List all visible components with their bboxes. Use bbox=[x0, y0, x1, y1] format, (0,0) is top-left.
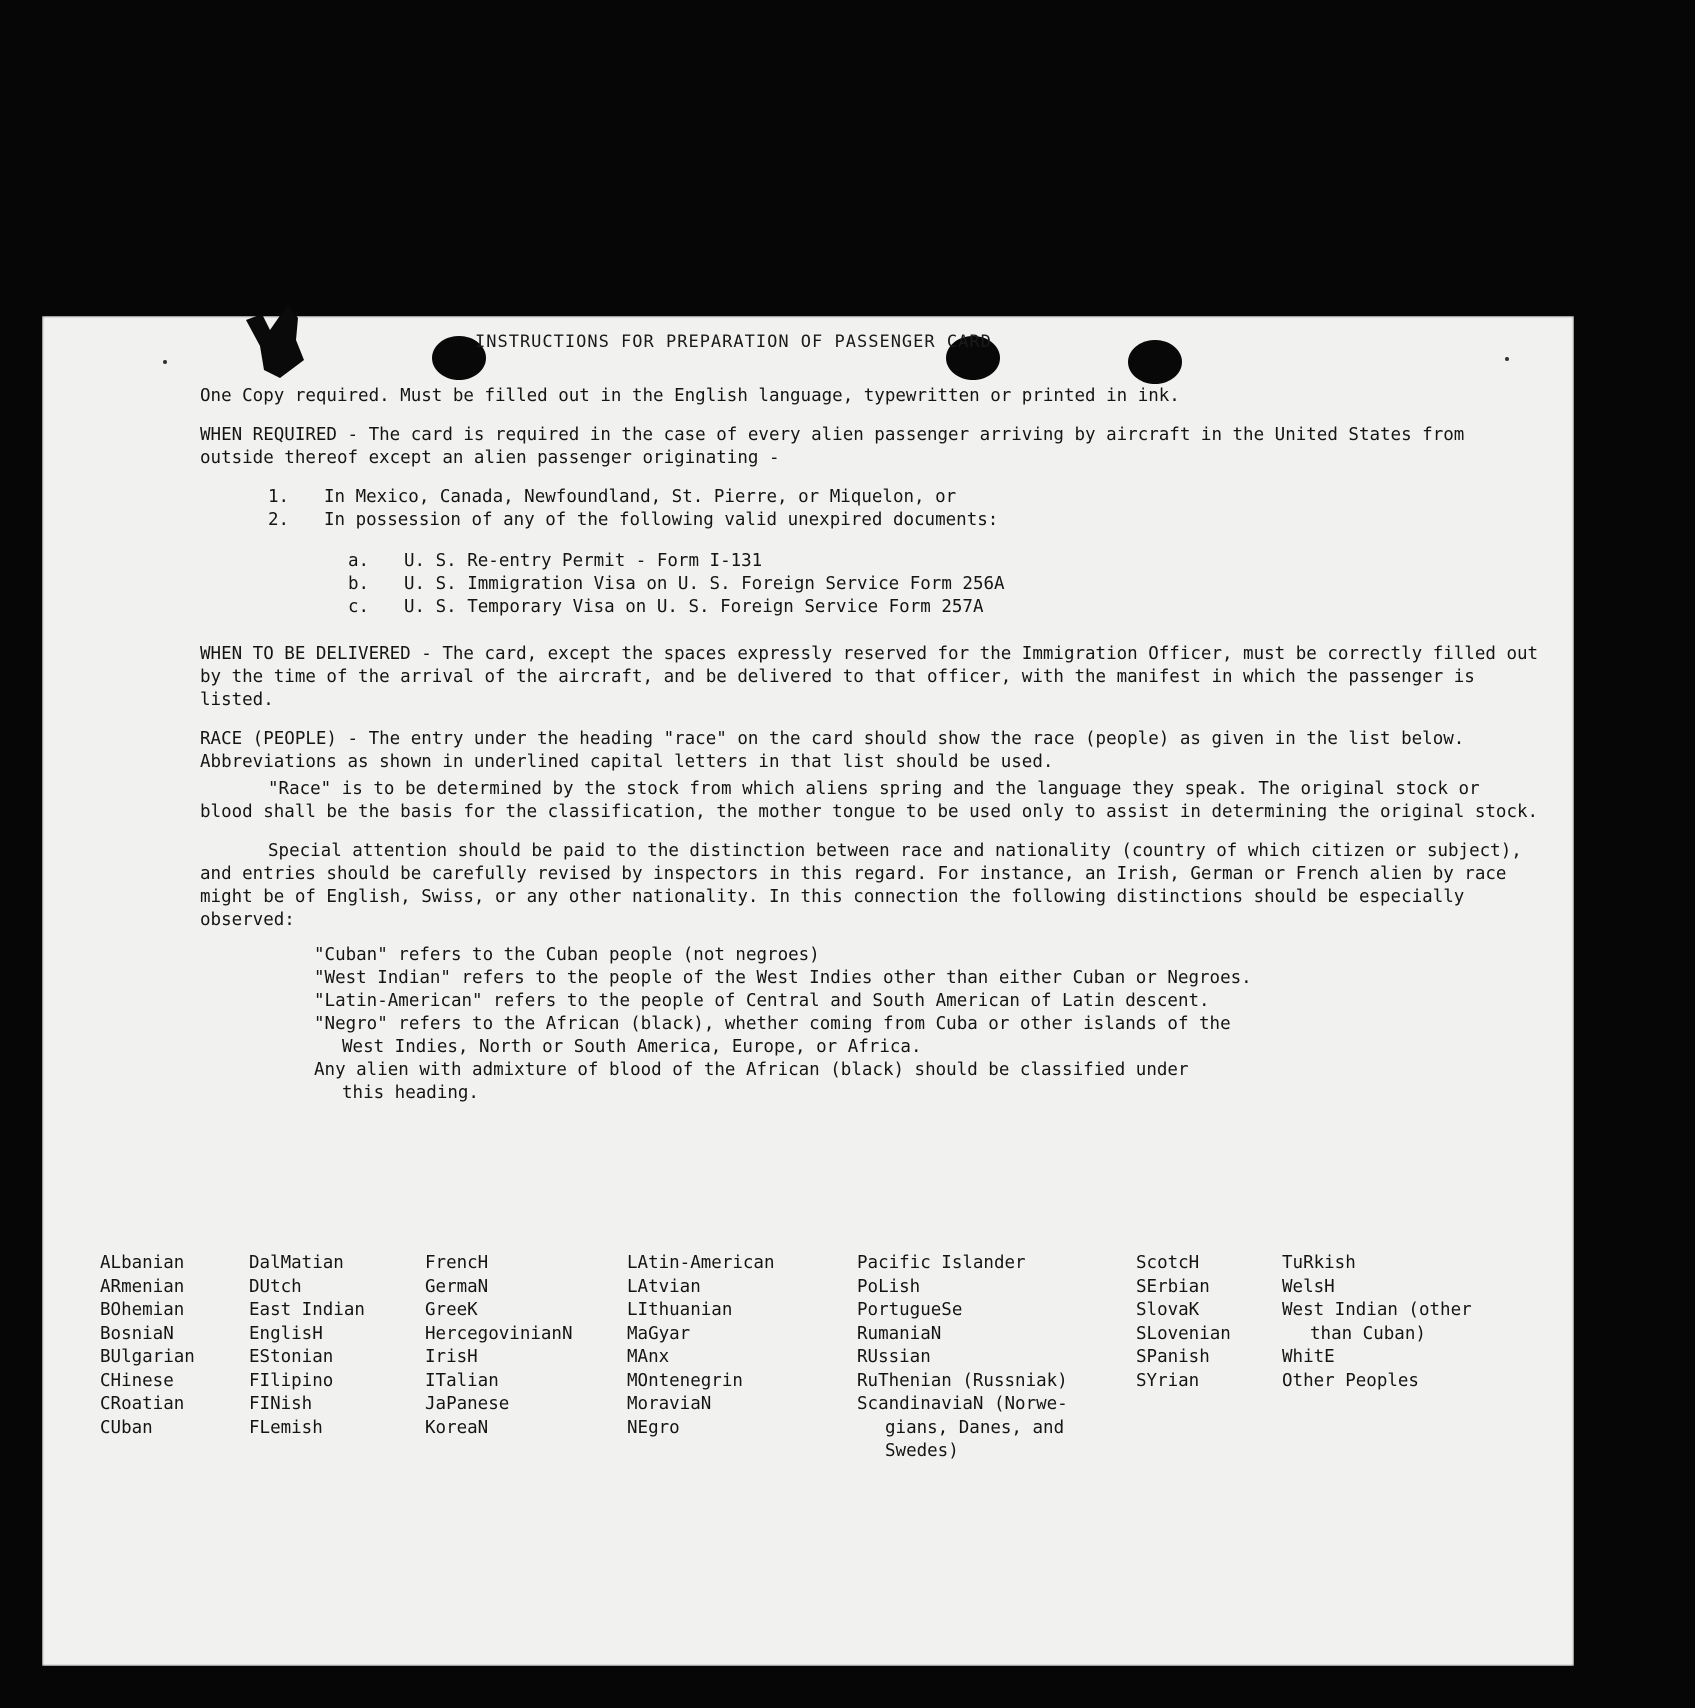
when-required-paragraph: WHEN REQUIRED - The card is required in the case of every alien passenger arriving by aircraft in the United States from outside thereof except an alien passenger originating - bbox=[200, 425, 1465, 468]
race-entry: RUssian bbox=[857, 1347, 931, 1367]
race-entry: gians, Danes, and bbox=[885, 1417, 1065, 1438]
race-entry: ITalian bbox=[425, 1370, 499, 1391]
race-entry: SErbian bbox=[1136, 1276, 1210, 1297]
race-entry: BOhemian bbox=[100, 1300, 185, 1320]
punch-hole-3 bbox=[1128, 340, 1182, 384]
race-entry: CRoatian bbox=[100, 1394, 185, 1414]
race-column-7 bbox=[1282, 1252, 1472, 1393]
race-entry: SPanish bbox=[1136, 1347, 1210, 1367]
race-entry: CUban bbox=[100, 1417, 153, 1438]
race-column-5 bbox=[857, 1252, 1068, 1464]
race-entry: DUtch bbox=[249, 1276, 302, 1297]
race-entry: LAtin-American bbox=[627, 1253, 775, 1273]
list-item: c. U. S. Temporary Visa on U. S. Foreign Service Form 257A bbox=[348, 597, 984, 617]
race-entry: RumaniaN bbox=[857, 1323, 942, 1344]
race-entry: MaGyar bbox=[627, 1323, 691, 1344]
documents-list bbox=[348, 550, 1540, 619]
when-delivered-paragraph: WHEN TO BE DELIVERED - The card, except the spaces expressly reserved for the Immigration Officer, must be correctly filled out by the time of the arrival of the aircraft, and be delivered to that officer, with the manifest in which the passenger is listed. bbox=[200, 644, 1539, 710]
race-entry: FrencH bbox=[425, 1253, 489, 1273]
race-entry: EStonian bbox=[249, 1347, 334, 1367]
race-entry: MoraviaN bbox=[627, 1394, 712, 1414]
distinction-line: this heading. bbox=[342, 1083, 479, 1103]
race-entry: LAtvian bbox=[627, 1276, 701, 1297]
race-entry: EnglisH bbox=[249, 1323, 323, 1344]
race-entry: SlovaK bbox=[1136, 1300, 1200, 1320]
race-entry: ALbanian bbox=[100, 1253, 185, 1273]
race-entry: Swedes) bbox=[885, 1441, 959, 1461]
race-entry: ScandinaviaN (Norwe- bbox=[857, 1394, 1068, 1414]
race-column-3 bbox=[425, 1252, 573, 1440]
race-entry: LIthuanian bbox=[627, 1300, 733, 1320]
race-entry: PortugueSe bbox=[857, 1300, 963, 1320]
distinctions-list bbox=[314, 944, 1540, 1105]
race-entry: SLovenian bbox=[1136, 1323, 1231, 1344]
race-entry: Other Peoples bbox=[1282, 1370, 1419, 1391]
race-entry: TuRkish bbox=[1282, 1253, 1356, 1273]
race-entry: BosniaN bbox=[100, 1323, 174, 1344]
race-entry: GreeK bbox=[425, 1300, 478, 1320]
race-entry: IrisH bbox=[425, 1347, 478, 1367]
race-entry: WelsH bbox=[1282, 1276, 1335, 1297]
race-column-2 bbox=[249, 1252, 365, 1440]
race-entry: than Cuban) bbox=[1310, 1323, 1426, 1344]
distinction-line: Any alien with admixture of blood of the African (black) should be classified under bbox=[314, 1060, 1189, 1080]
race-column-4 bbox=[627, 1252, 775, 1440]
distinction-line: "Latin-American" refers to the people of Central and South American of Latin descent. bbox=[314, 991, 1210, 1011]
race-intro-paragraph: RACE (PEOPLE) - The entry under the heading "race" on the card should show the race (people) as given in the list below. Abbreviations as shown in underlined capital letters in that list should be used. bbox=[200, 729, 1465, 772]
race-entry: CHinese bbox=[100, 1370, 174, 1391]
race-entry: KoreaN bbox=[425, 1417, 489, 1438]
speck bbox=[163, 360, 167, 364]
race-entry: NEgro bbox=[627, 1417, 680, 1438]
race-attention-paragraph: Special attention should be paid to the distinction between race and nationality (country of which citizen or subject), and entries should be carefully revised by inspectors in this regard. For instance, an Irish, German or French alien by race might be of English, Swiss, or any other nationality. In this connection the following distinctions should be especially observed: bbox=[200, 841, 1522, 930]
race-entry: WhitE bbox=[1282, 1347, 1335, 1367]
race-entry: BUlgarian bbox=[100, 1347, 195, 1367]
race-entry: MAnx bbox=[627, 1347, 670, 1367]
race-entry: SYrian bbox=[1136, 1370, 1200, 1391]
distinction-line: "Cuban" refers to the Cuban people (not negroes) bbox=[314, 945, 820, 965]
race-entry: MOntenegrin bbox=[627, 1370, 743, 1391]
race-entry: GermaN bbox=[425, 1276, 489, 1297]
list-item: b. U. S. Immigration Visa on U. S. Foreign Service Form 256A bbox=[348, 574, 1005, 594]
race-entry: FINish bbox=[249, 1394, 313, 1414]
distinction-line: West Indies, North or South America, Europe, or Africa. bbox=[342, 1037, 922, 1057]
race-entry: West Indian (other bbox=[1282, 1300, 1472, 1320]
race-definition-paragraph: "Race" is to be determined by the stock from which aliens spring and the language they speak. The original stock or blood shall be the basis for the classification, the mother tongue to be used only to assist in determining the original stock. bbox=[200, 779, 1539, 822]
page-title: INSTRUCTIONS FOR PREPARATION OF PASSENGER CARD bbox=[475, 332, 992, 352]
distinction-line: "West Indian" refers to the people of the West Indies other than either Cuban or Negroes. bbox=[314, 968, 1252, 988]
race-entry: ScotcH bbox=[1136, 1253, 1200, 1273]
list-item: 2. In possession of any of the following valid unexpired documents: bbox=[268, 510, 999, 530]
torn-corner-mark bbox=[240, 300, 310, 380]
race-entry: HercegovinianN bbox=[425, 1323, 573, 1344]
list-item: a. U. S. Re-entry Permit - Form I-131 bbox=[348, 551, 763, 571]
instructions-body bbox=[200, 385, 1540, 1105]
intro-paragraph: One Copy required. Must be filled out in the English language, typewritten or printed in ink. bbox=[200, 386, 1180, 406]
race-entry: Pacific Islander bbox=[857, 1253, 1026, 1273]
race-entry: ARmenian bbox=[100, 1276, 185, 1297]
speck bbox=[1505, 357, 1509, 361]
race-column-1 bbox=[100, 1252, 195, 1440]
race-entry: FLemish bbox=[249, 1417, 323, 1438]
race-column-6 bbox=[1136, 1252, 1231, 1393]
race-entry: JaPanese bbox=[425, 1394, 510, 1414]
list-item: 1. In Mexico, Canada, Newfoundland, St. Pierre, or Miquelon, or bbox=[268, 487, 957, 507]
race-entry: RuThenian (Russniak) bbox=[857, 1370, 1068, 1391]
race-entry: FIlipino bbox=[249, 1370, 334, 1391]
race-entry: DalMatian bbox=[249, 1253, 344, 1273]
race-entry: PoLish bbox=[857, 1276, 921, 1297]
distinction-line: "Negro" refers to the African (black), whether coming from Cuba or other islands of the bbox=[314, 1014, 1231, 1034]
origin-list bbox=[268, 486, 1540, 532]
race-entry: East Indian bbox=[249, 1300, 365, 1320]
